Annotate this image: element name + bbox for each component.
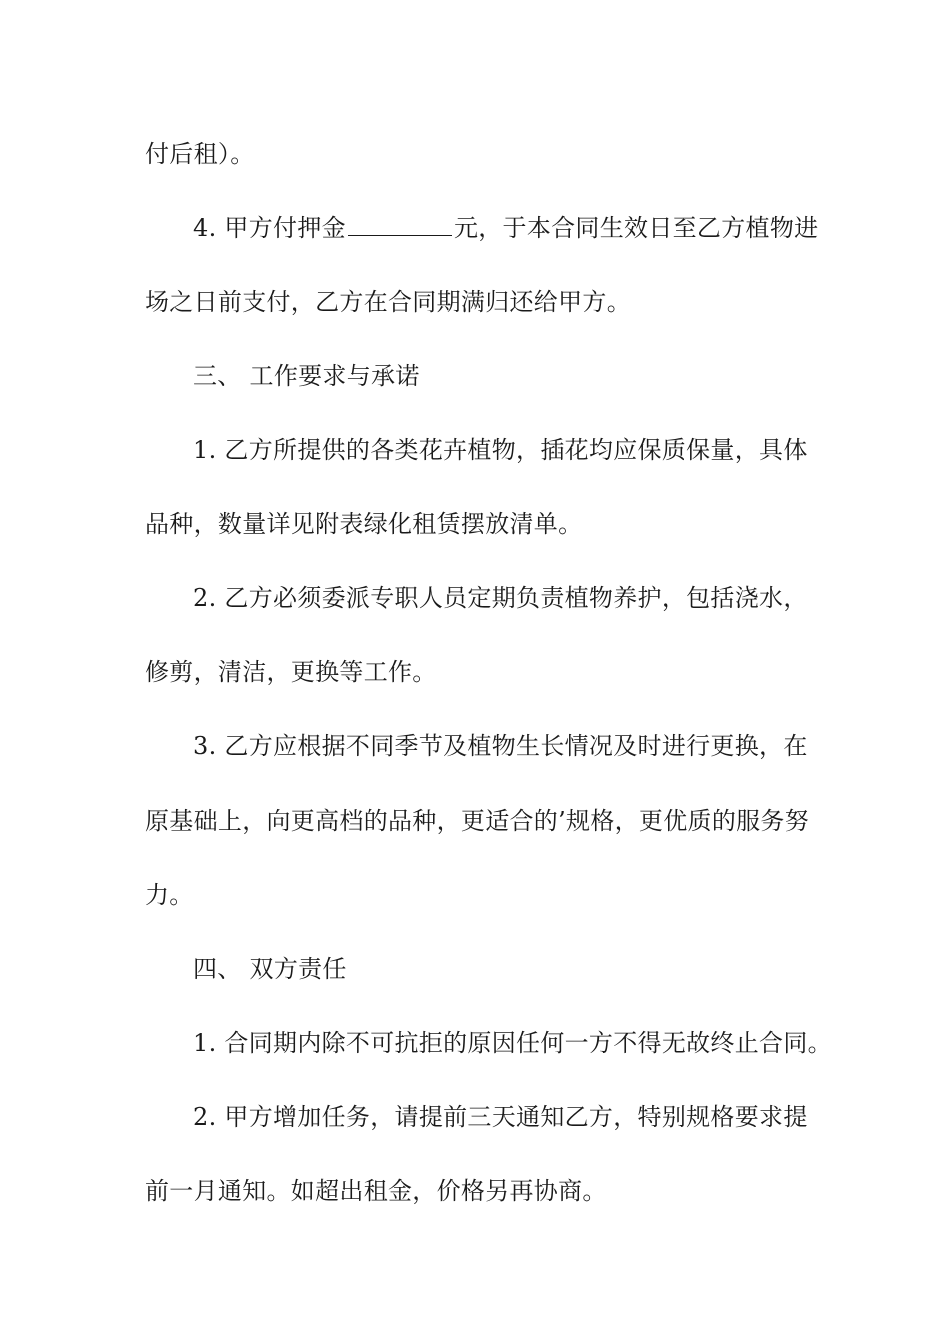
deposit-amount-blank: [348, 213, 452, 236]
paragraph-line: 3. 乙方应根据不同季节及植物生长情况及时进行更换，在: [193, 732, 808, 760]
paragraph-line: 原基础上，向更高档的品种，更适合的’规格，更优质的服务努: [145, 807, 810, 835]
section-heading: 四、 双方责任: [193, 955, 347, 983]
paragraph-line: 1. 乙方所提供的各类花卉植物，插花均应保质保量，具体: [193, 436, 808, 464]
paragraph-line: 2. 乙方必须委派专职人员定期负责植物养护，包括浇水，: [193, 584, 808, 612]
paragraph-line: 前一月通知。如超出租金，价格另再协商。: [145, 1177, 607, 1205]
paragraph-line: 修剪，清洁，更换等工作。: [145, 658, 437, 686]
paragraph-line: 品种，数量详见附表绿化租赁摆放清单。: [145, 510, 583, 538]
section-heading: 三、 工作要求与承诺: [193, 362, 420, 390]
paragraph-line: 场之日前支付，乙方在合同期满归还给甲方。: [145, 288, 631, 316]
paragraph-line: 力。: [145, 881, 194, 909]
paragraph-line: 付后租）。: [145, 140, 255, 168]
deposit-clause-suffix: 元，于本合同生效日至乙方植物进: [453, 214, 819, 242]
paragraph-line: 2. 甲方增加任务，请提前三天通知乙方，特别规格要求提: [193, 1103, 808, 1131]
deposit-clause-line: [193, 213, 818, 243]
deposit-clause-prefix: 4. 甲方付押金: [193, 214, 346, 242]
paragraph-line: 1. 合同期内除不可抗拒的原因任何一方不得无故终止合同。: [193, 1029, 832, 1057]
